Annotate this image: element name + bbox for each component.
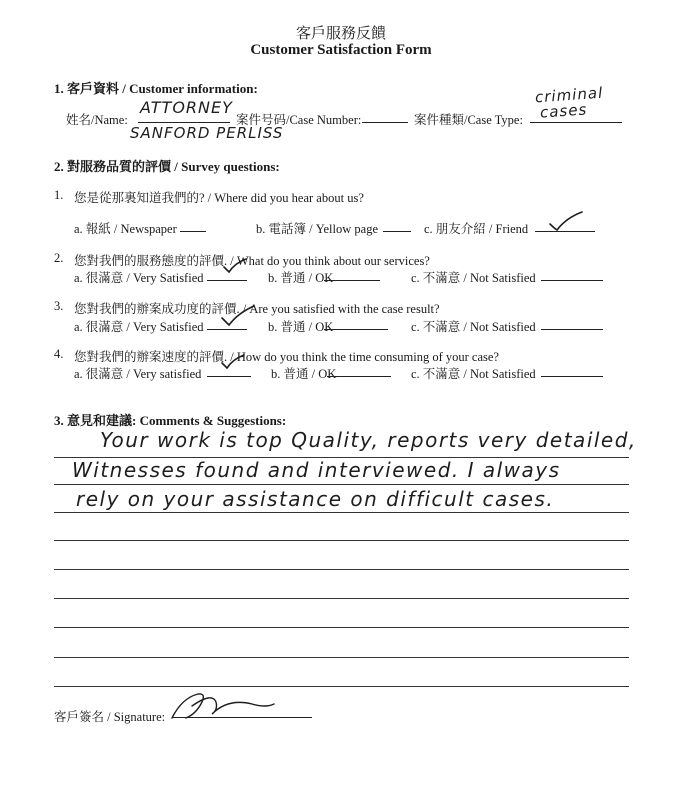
name-field-line[interactable] bbox=[138, 110, 230, 123]
q1-option-newspaper: a. 報紙 / Newspaper bbox=[74, 222, 177, 236]
q1-friend-checkmark-icon bbox=[548, 210, 584, 232]
name-value-line2: SANFORD PERLISS bbox=[130, 124, 284, 142]
comment-line-3[interactable] bbox=[54, 512, 629, 513]
handwritten-comment-line-2: Witnesses found and interviewed. I always bbox=[72, 458, 561, 482]
form-title-english: Customer Satisfaction Form bbox=[250, 42, 432, 58]
q2-not-satisfied-blank[interactable] bbox=[541, 268, 603, 281]
case-number-label: 案件号码/Case Number: bbox=[236, 113, 362, 127]
question-2-text: 您對我們的服務態度的評價. / What do you think about our services? bbox=[74, 254, 430, 268]
q3-option-very-satisfied: a. 很滿意 / Very Satisfied bbox=[74, 320, 204, 334]
q4-option-very-satisfied: a. 很滿意 / Very satisfied bbox=[74, 367, 202, 381]
section3-heading: 3. 意見和建議: Comments & Suggestions: bbox=[54, 413, 287, 428]
name-label: 姓名/Name: bbox=[66, 113, 128, 127]
q2-ok-blank[interactable] bbox=[324, 268, 380, 281]
case-type-value-line2: cases bbox=[539, 100, 588, 122]
comment-line-9[interactable] bbox=[54, 686, 629, 687]
signature-scribble bbox=[168, 688, 278, 724]
q4-very-satisfied-checkmark-icon bbox=[220, 354, 246, 370]
comment-line-6[interactable] bbox=[54, 598, 629, 599]
q4-option-not-satisfied: c. 不滿意 / Not Satisfied bbox=[411, 367, 536, 381]
q3-option-ok: b. 普通 / OK bbox=[268, 320, 334, 334]
q2-very-satisfied-checkmark-icon bbox=[222, 258, 248, 274]
question-4-text: 您對我們的辦案速度的評價. / How do you think the time consuming of your case? bbox=[74, 350, 499, 364]
comment-line-5[interactable] bbox=[54, 569, 629, 570]
q2-option-ok: b. 普通 / OK bbox=[268, 271, 334, 285]
q1-option-yellow-page: b. 電話簿 / Yellow page bbox=[256, 222, 378, 236]
question-1-text: 您是從那裏知道我們的? / Where did you hear about us? bbox=[74, 191, 364, 205]
q3-very-satisfied-checkmark-icon bbox=[220, 305, 256, 327]
comment-line-8[interactable] bbox=[54, 657, 629, 658]
question-3-number: 3. bbox=[54, 299, 64, 313]
q2-option-very-satisfied: a. 很滿意 / Very Satisfied bbox=[74, 271, 204, 285]
form-title-chinese: 客戶服務反饋 bbox=[295, 26, 386, 42]
handwritten-comment-line-1: Your work is top Quality, reports very detailed, bbox=[100, 428, 637, 452]
q3-ok-blank[interactable] bbox=[324, 317, 388, 330]
handwritten-comment-line-3: rely on your assistance on difficult cases. bbox=[76, 487, 555, 511]
comment-line-7[interactable] bbox=[54, 627, 629, 628]
q2-option-not-satisfied: c. 不滿意 / Not Satisfied bbox=[411, 271, 536, 285]
question-2-number: 2. bbox=[54, 251, 64, 265]
q4-ok-blank[interactable] bbox=[327, 364, 391, 377]
case-number-field-line[interactable] bbox=[362, 110, 408, 123]
q4-not-satisfied-blank[interactable] bbox=[541, 364, 603, 377]
q1-yellow-page-blank[interactable] bbox=[383, 219, 411, 232]
case-type-value-line1: criminal bbox=[534, 83, 604, 107]
q1-newspaper-blank[interactable] bbox=[180, 219, 206, 232]
q1-option-friend: c. 朋友介紹 / Friend bbox=[424, 222, 529, 236]
comment-line-2[interactable] bbox=[54, 484, 629, 485]
signature-label: 客戶簽名 / Signature: bbox=[54, 710, 166, 724]
q4-option-ok: b. 普通 / OK bbox=[271, 367, 337, 381]
section1-heading: 1. 客戶資料 / Customer information: bbox=[54, 81, 258, 96]
q3-not-satisfied-blank[interactable] bbox=[541, 317, 603, 330]
question-4-number: 4. bbox=[54, 347, 64, 361]
question-3-text: 您對我們的辦案成功度的評價. / Are you satisfied with the case result? bbox=[74, 302, 440, 316]
case-type-label: 案件種類/Case Type: bbox=[414, 113, 523, 127]
comment-line-4[interactable] bbox=[54, 540, 629, 541]
name-value-line1: ATTORNEY bbox=[140, 98, 233, 117]
section2-heading: 2. 對服務品質的評價 / Survey questions: bbox=[54, 159, 280, 174]
q3-option-not-satisfied: c. 不滿意 / Not Satisfied bbox=[411, 320, 536, 334]
question-1-number: 1. bbox=[54, 188, 64, 202]
